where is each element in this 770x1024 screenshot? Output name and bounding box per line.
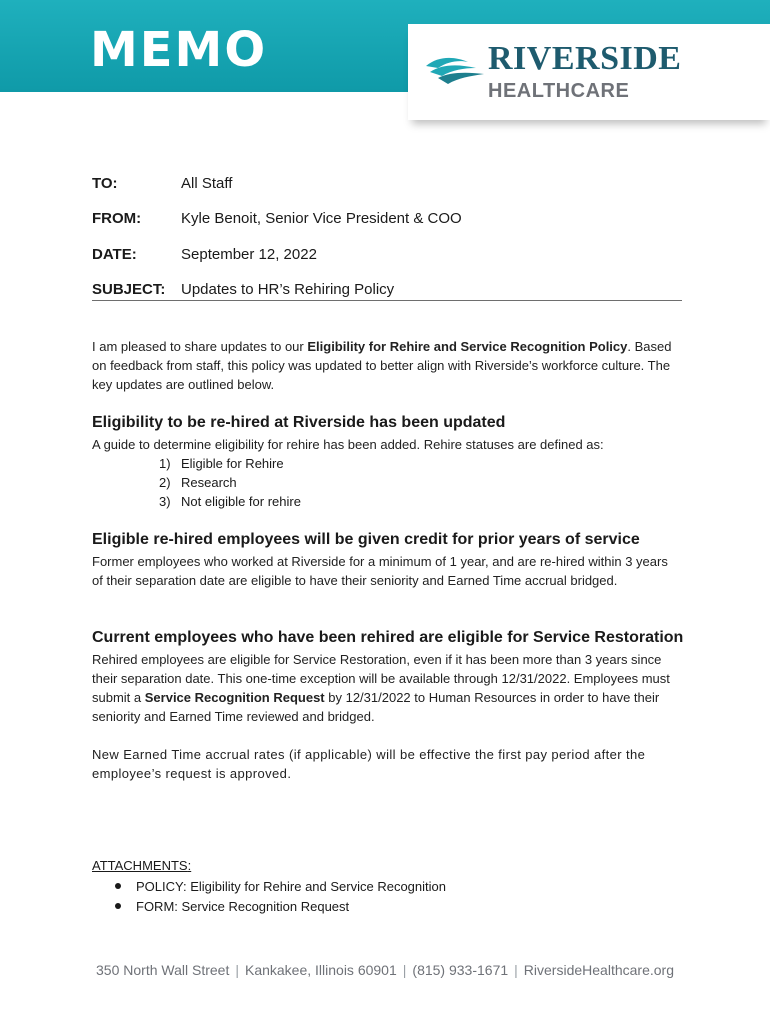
from-label: FROM: (92, 210, 142, 227)
rehire-status-list (159, 454, 301, 511)
footer-city: Kankakee, Illinois 60901 (244, 962, 397, 978)
riverside-logo (408, 24, 770, 120)
footer: 350 North Wall Street | Kankakee, Illinois 60901 | (815) 933-1671 | RiversideHealthcare.org (96, 962, 674, 978)
list-item: FORM: Service Recognition Request (112, 897, 446, 917)
policy-name: Eligibility for Rehire and Service Recognition Policy (307, 339, 628, 354)
attachments-list (112, 877, 446, 917)
subject-label: SUBJECT: (92, 281, 166, 298)
section2-heading: Eligible re-hired employees will be given credit for prior years of service (92, 531, 640, 548)
section1-heading: Eligibility to be re-hired at Riverside has been updated (92, 414, 506, 431)
footer-website: RiversideHealthcare.org (523, 962, 674, 978)
memo-title: MEMO (90, 22, 268, 78)
list-item: 3) Not eligible for rehire (159, 494, 301, 509)
to-label: TO: (92, 175, 118, 192)
section1-text: A guide to determine eligibility for rehire has been added. Rehire statuses are defined as: (92, 437, 604, 452)
intro-text-start: I am pleased to share updates to our (92, 339, 308, 354)
footer-address: 350 North Wall Street (96, 962, 230, 978)
intro-text-end: . Based on feedback from staff, this policy was updated to better align with Riverside’s workforce culture. The key updates are outlined below. (92, 339, 672, 392)
header-divider (92, 300, 682, 301)
intro-paragraph (92, 337, 682, 394)
wave-hands-icon (424, 52, 486, 86)
logo-subtitle: HEALTHCARE (488, 80, 630, 102)
list-item: 2) Research (159, 475, 237, 490)
form-name: Service Recognition Request (144, 690, 325, 705)
section3-heading: Current employees who have been rehired are eligible for Service Restoration (92, 629, 684, 646)
logo-name: RIVERSIDE (488, 40, 682, 77)
section2-text: Former employees who worked at Riverside for a minimum of 1 year, and are re-hired within 3 years of their separation date are eligible to have their seniority and Earned Time accrual bridged. (92, 554, 668, 588)
attachments-heading: ATTACHMENTS: (92, 858, 192, 873)
bullet-icon (115, 903, 121, 909)
footer-phone: (815) 933-1671 (412, 962, 509, 978)
from-value: Kyle Benoit, Senior Vice President & COO (181, 210, 462, 227)
accrual-note: New Earned Time accrual rates (if applicable) will be effective the first pay period after the employee’s request is approved. (92, 747, 646, 781)
section3-text: Rehired employees are eligible for Service Restoration, even if it has been more than 3 years since their separation date. This one-time exception will be available through 12/31/2022. Employees must submit a Service Recognition Request by 12/31/2022 to Human Resources in order to have their seniority and Earned Time reviewed and bridged. (92, 652, 670, 724)
subject-value: Updates to HR’s Rehiring Policy (181, 281, 395, 298)
list-item: 1) Eligible for Rehire (159, 456, 284, 471)
list-item: POLICY: Eligibility for Rehire and Service Recognition (112, 877, 446, 897)
date-value: September 12, 2022 (181, 246, 317, 263)
date-label: DATE: (92, 246, 137, 263)
to-value: All Staff (181, 175, 233, 192)
bullet-icon (115, 883, 121, 889)
